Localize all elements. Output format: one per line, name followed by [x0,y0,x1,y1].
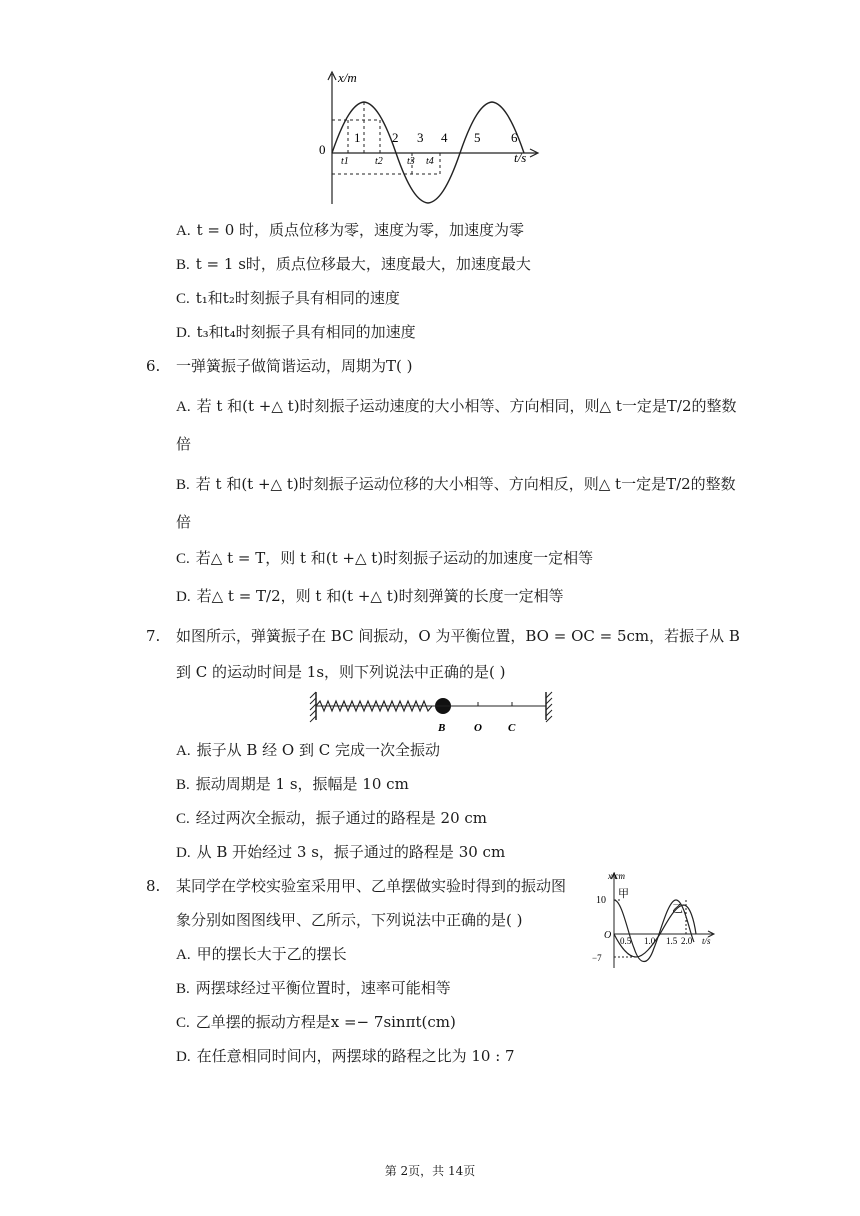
q6-option-c: C. 若△ t = T，则 t 和(t +△ t)时刻振子运动的加速度一定相等 [176,549,594,567]
tick-4: 4 [441,130,448,145]
q8-option-c: C. 乙单摆的振动方程是x =− 7sinπt(cm) [176,1013,456,1031]
fig8-series-jia: 甲 [618,888,629,900]
label-o: O [474,722,482,734]
q6-option-b: B. 若 t 和(t +△ t)时刻振子运动位移的大小相等、方向相反，则△ t一定是T/2的整数 [176,475,736,493]
tick-5: 5 [474,130,481,145]
q8-option-a: A. 甲的摆长大于乙的摆长 [176,945,347,963]
q7-option-d: D. 从 B 开始经过 3 s，振子通过的路程是 30 cm [176,843,506,861]
fig8-origin: O [604,930,612,941]
tick-3: 3 [417,130,424,145]
label-b: B [438,722,446,734]
q6-stem: 一弹簧振子做简谐运动，周期为T( ) [176,357,413,375]
q6-option-d: D. 若△ t = T/2，则 t 和(t +△ t)时刻弹簧的长度一定相等 [176,587,564,605]
q6-option-a-cont: 倍 [176,435,192,453]
figure-1-xt-graph [312,68,542,208]
origin-label: 0 [319,142,326,157]
t1-label: t1 [341,156,349,167]
x-axis-label: t/s [514,150,527,165]
label-c: C [508,722,516,734]
fig8-x-label: t/s [702,936,711,946]
y-axis-label: x/m [338,70,357,85]
tick-1: 1 [354,130,361,145]
q8-stem-line2: 象分别如图图线甲、乙所示，下列说法中正确的是( ) [176,911,523,929]
fig8-x-tick-15: 1.5 [666,936,678,946]
t2-label: t2 [375,156,383,167]
q7-option-c: C. 经过两次全振动，振子通过的路程是 20 cm [176,809,488,827]
q5-option-c: C. t₁和t₂时刻振子具有相同的速度 [176,289,400,307]
q7-option-a: A. 振子从 B 经 O 到 C 完成一次全振动 [176,741,441,759]
figure-8-pendulum-graph [588,870,718,970]
q6-number: 6. [146,357,161,375]
fig8-series-yi: 乙 [672,903,683,915]
q8-option-d: D. 在任意相同时间内，两摆球的路程之比为 10 : 7 [176,1047,515,1065]
q8-option-b: B. 两摆球经过平衡位置时，速率可能相等 [176,979,451,997]
fig8-x-tick-05: 0.5 [620,936,632,946]
tick-2: 2 [392,130,399,145]
q7-option-b: B. 振动周期是 1 s，振幅是 10 cm [176,775,409,793]
q6-option-a: A. 若 t 和(t +△ t)时刻振子运动速度的大小相等、方向相同，则△ t一定是T/2的整数 [176,397,737,415]
t3-label: t3 [407,156,415,167]
page-footer: 第 2页，共 14页 [384,1164,476,1178]
q5-option-a: A. t = 0 时，质点位移为零，速度为零，加速度为零 [176,221,525,239]
q8-stem-line1: 某同学在学校实验室采用甲、乙单摆做实验时得到的振动图 [176,877,567,895]
q6-option-b-cont: 倍 [176,513,192,531]
tick-6: 6 [511,130,518,145]
fig8-x-tick-10: 1.0 [644,936,656,946]
curve-yi [614,905,696,957]
fig8-y-tick-neg7: −7 [592,953,602,963]
q5-option-d: D. t₃和t₄时刻振子具有相同的加速度 [176,323,416,341]
q7-stem-line2: 到 C 的运动时间是 1s，则下列说法中正确的是( ) [176,663,506,681]
fig8-y-label: x/cm [608,871,625,881]
q7-number: 7. [146,627,161,645]
fig8-y-tick-10: 10 [596,895,606,906]
q8-number: 8. [146,877,161,895]
q7-stem-line1: 如图所示，弹簧振子在 BC 间振动，O 为平衡位置，BO = OC = 5cm，若振子从 B [176,627,740,645]
fig8-x-tick-20: 2.0 [681,936,693,946]
t4-label: t4 [426,156,434,167]
q5-option-b: B. t = 1 s时，质点位移最大，速度最大，加速度最大 [176,255,531,273]
figure-7-spring-oscillator [308,690,558,736]
